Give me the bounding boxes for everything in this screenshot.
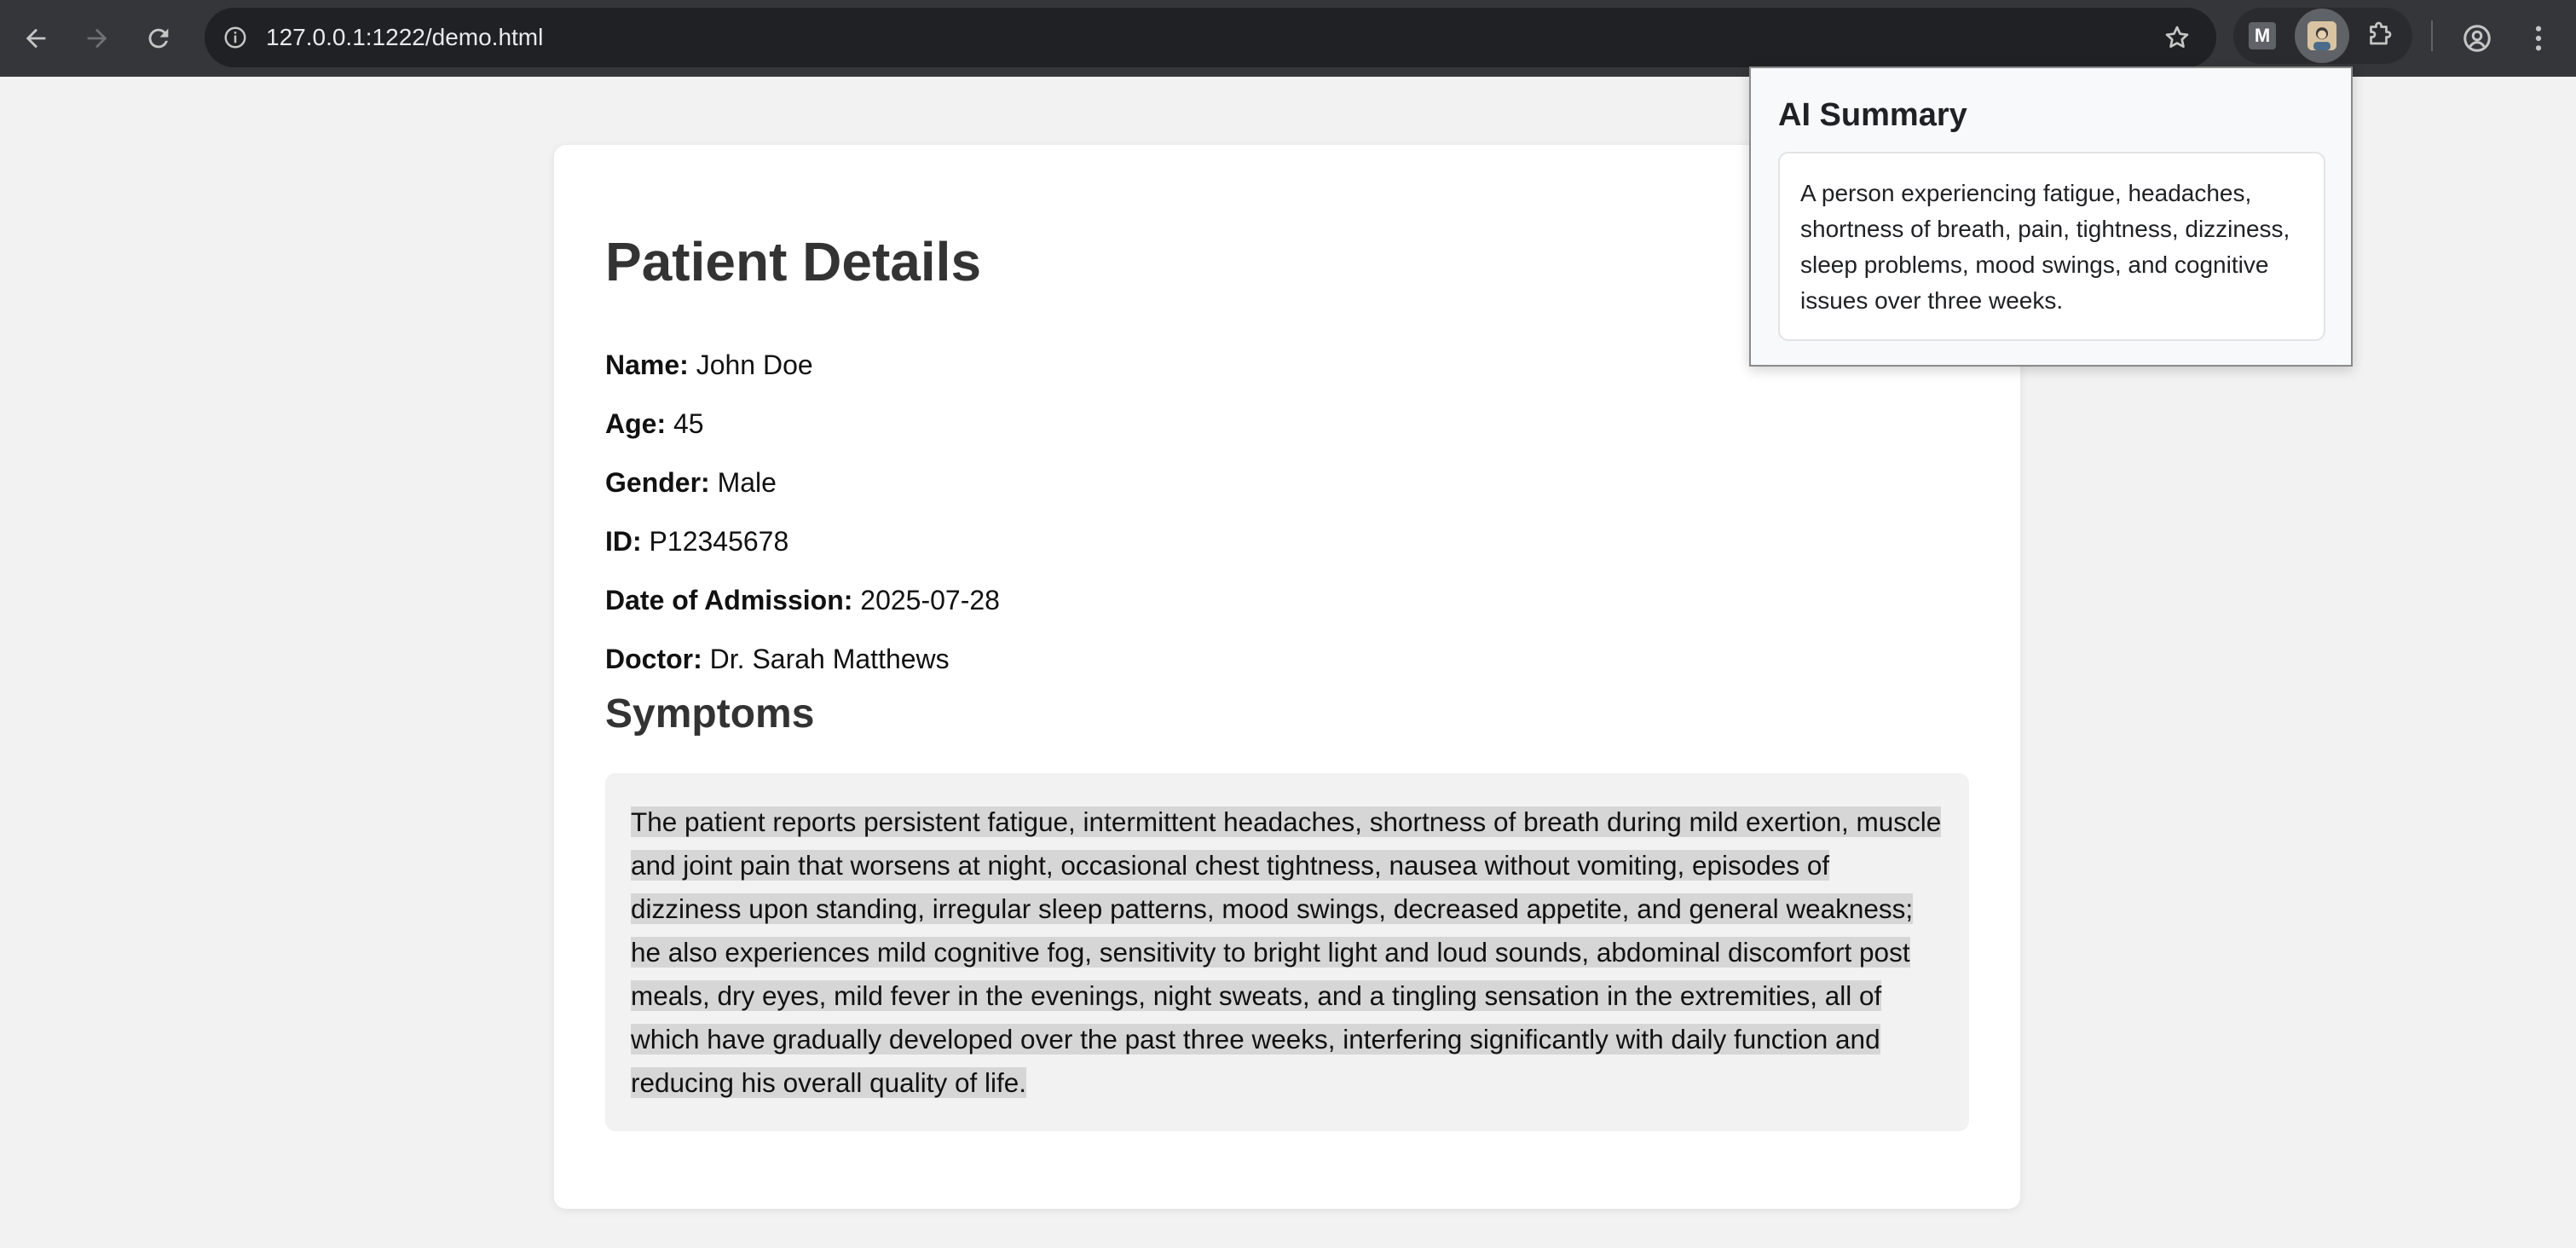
profile-button[interactable] [2455, 16, 2499, 61]
popup-title: AI Summary [1778, 97, 1967, 133]
symptoms-heading: Symptoms [605, 691, 815, 737]
extensions-puzzle-icon [2365, 20, 2395, 51]
symptoms-paragraph[interactable] [631, 800, 1944, 1105]
ai-summary-popup [1749, 66, 2353, 367]
summary-text: A person experiencing fatigue, headaches, shortness of breath, pain, tightness, dizziness, sleep problems, mood swings, and cognitive issues over three weeks. [1800, 180, 2290, 314]
field-value: P12345678 [649, 526, 789, 557]
forward-arrow-icon [83, 24, 112, 53]
page-title: Patient Details [605, 231, 982, 292]
field-value: 45 [673, 408, 704, 439]
reload-button[interactable] [138, 18, 179, 59]
field-label: Date of Admission: [605, 585, 853, 615]
selected-symptoms-text[interactable]: The patient reports persistent fatigue, intermittent headaches, shortness of breath during mild exertion, muscle and joint pain that worsens at night, occasional chest tightness, nausea without vomiting, episodes of dizziness upon standing, irregular sleep patterns, mood swings, decreased appetite, and general weakness; he also experiences mild cognitive fog, sensitivity to bright light and loud sounds, abdominal discomfort post meals, dry eyes, mild fever in the evenings, night sweats, and a tingling sensation in the extremities, all of which have gradually developed over the past three weeks, interfering significantly with daily function and reducing his overall quality of life. [631, 806, 1942, 1098]
field-label: ID: [605, 526, 642, 557]
star-icon [2163, 24, 2191, 51]
symptoms-box [605, 773, 1969, 1131]
field-doctor [605, 625, 1000, 684]
forward-button[interactable] [77, 18, 118, 59]
field-age [605, 390, 1000, 448]
extensions-area [2233, 8, 2412, 64]
browser-toolbar [0, 0, 2576, 77]
profile-icon [2462, 23, 2492, 54]
reload-icon [144, 24, 173, 53]
extension-m-icon: M [2249, 22, 2276, 49]
field-gender [605, 448, 1000, 507]
field-date-of-admission [605, 566, 1000, 625]
bookmark-button[interactable] [2158, 19, 2196, 56]
field-label: Age: [605, 408, 667, 439]
summary-box [1778, 152, 2325, 341]
kebab-menu-icon [2534, 24, 2543, 53]
extension-m-button[interactable] [2242, 15, 2283, 56]
field-id [605, 507, 1000, 566]
url-text[interactable]: 127.0.0.1:1222/demo.html [266, 24, 544, 50]
browser-menu-button[interactable] [2521, 16, 2556, 61]
field-name [605, 331, 1000, 390]
field-value: John Doe [696, 350, 813, 380]
field-value: Male [717, 467, 777, 498]
field-value: Dr. Sarah Matthews [709, 644, 950, 674]
back-button[interactable] [15, 18, 56, 59]
field-label: Name: [605, 350, 689, 380]
site-info-icon [222, 25, 248, 50]
ai-summary-extension-button[interactable] [2295, 9, 2349, 63]
site-info-button[interactable] [217, 19, 254, 56]
field-label: Gender: [605, 467, 710, 498]
field-label: Doctor: [605, 644, 702, 674]
field-value: 2025-07-28 [860, 585, 1000, 615]
ai-summary-extension-icon [2307, 21, 2336, 50]
extensions-button[interactable] [2359, 15, 2400, 56]
patient-fields [605, 331, 1000, 684]
toolbar-divider [2431, 20, 2433, 51]
address-bar[interactable] [205, 8, 2216, 67]
back-arrow-icon [21, 24, 50, 53]
